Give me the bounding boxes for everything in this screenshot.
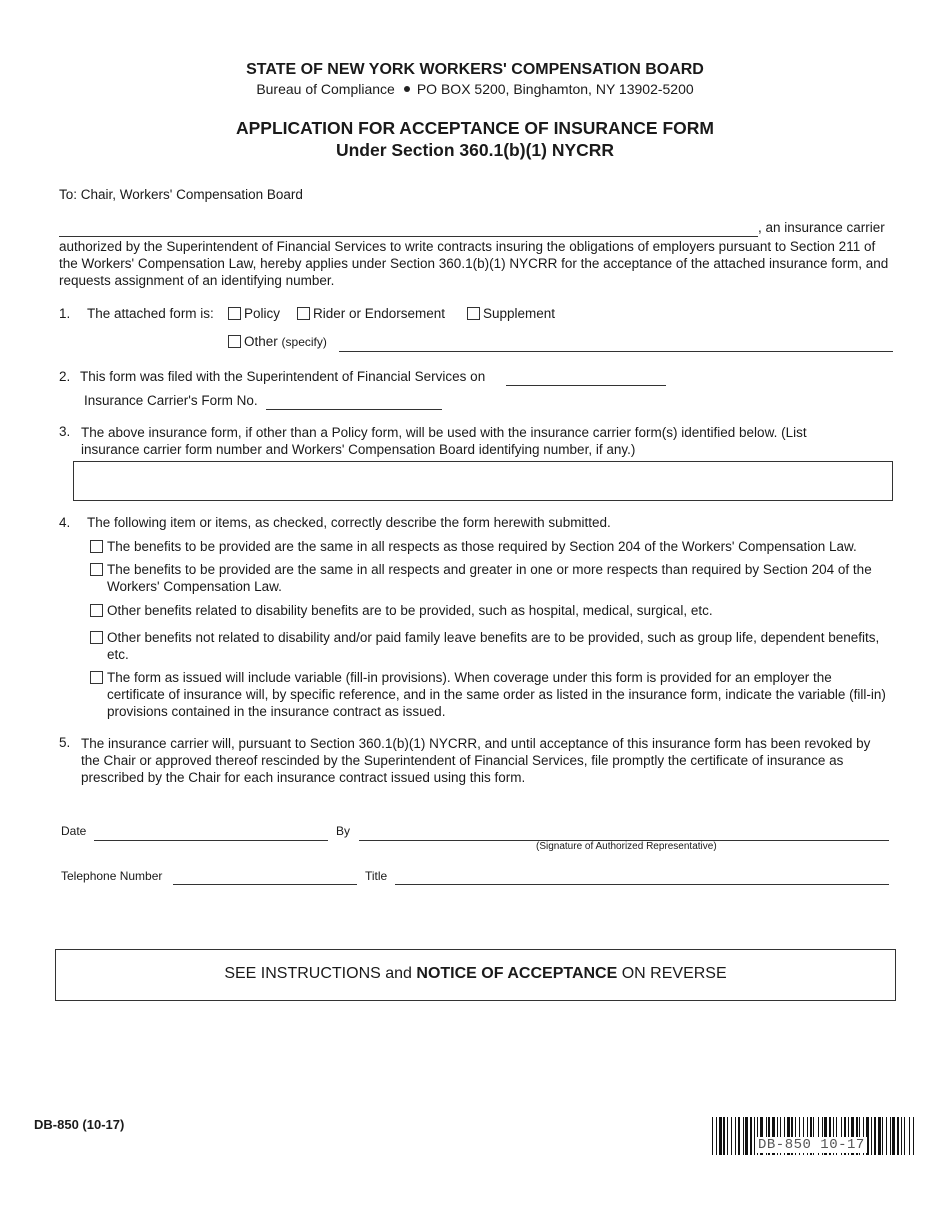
benefit-checkbox[interactable]	[90, 671, 103, 684]
form-id: DB-850 (10-17)	[34, 1117, 125, 1132]
barcode	[712, 1117, 914, 1155]
title-label: Title	[365, 869, 388, 883]
option-policy[interactable]	[228, 306, 280, 321]
option-supplement[interactable]	[467, 306, 555, 321]
filing-date-field[interactable]	[506, 385, 666, 386]
form-subtitle: Under Section 360.1(b)(1) NYCRR	[335, 140, 615, 160]
form-title: APPLICATION FOR ACCEPTANCE OF INSURANCE FORM	[235, 118, 714, 138]
supplement-checkbox[interactable]	[467, 307, 480, 320]
section2-number: 2.	[59, 369, 71, 384]
agency-name: STATE OF NEW YORK WORKERS' COMPENSATION BOARD	[246, 61, 704, 78]
notice-suffix: ON REVERSE	[621, 965, 727, 982]
benefit-text: The form as issued will include variable (fill-in provisions). When coverage under this form is provided for an employer the certificate of insurance will, by specific reference, and in the same order as listed in the insurance form, indicate the variable (fill-in) provisions contained in the insurance contract as issued.	[107, 670, 886, 719]
benefit-option[interactable]	[90, 561, 890, 595]
carrier-name-field[interactable]	[59, 236, 758, 237]
section5-text: The insurance carrier will, pursuant to Section 360.1(b)(1) NYCRR, and until acceptance of this insurance form has been revoked by the Chair or approved thereof rescinded by the Superintendent of Financial Services, file promptly the certificate of insurance as prescribed by the Chair for each insurance contract issued using this form.	[81, 736, 871, 785]
policy-label: Policy	[244, 306, 281, 321]
carrier-forms-box[interactable]	[73, 461, 893, 501]
benefit-checkbox[interactable]	[90, 540, 103, 553]
section4-number: 4.	[59, 515, 71, 530]
benefit-text: Other benefits not related to disability and/or paid family leave benefits are to be provided, such as group life, dependent benefits, etc.	[107, 630, 880, 662]
agency-address-line	[0, 81, 950, 97]
rider-label: Rider or Endorsement	[313, 306, 446, 321]
policy-checkbox[interactable]	[228, 307, 241, 320]
benefit-option[interactable]	[90, 629, 890, 663]
option-rider[interactable]	[297, 306, 445, 321]
supplement-label: Supplement	[483, 306, 556, 321]
benefit-text: The benefits to be provided are the same in all respects and greater in one or more respects than required by Section 204 of the Workers' Compensation Law.	[107, 562, 872, 594]
benefit-checkbox[interactable]	[90, 604, 103, 617]
benefit-checkbox[interactable]	[90, 631, 103, 644]
section5-number: 5.	[59, 735, 71, 750]
form-no-field[interactable]	[266, 409, 442, 410]
phone-field[interactable]	[173, 884, 357, 885]
benefit-text: The benefits to be provided are the same in all respects as those required by Section 204 of the Workers' Compensation Law.	[107, 539, 857, 554]
barcode-text: DB-850 10-17	[758, 1137, 865, 1153]
date-label: Date	[61, 824, 87, 838]
benefit-option[interactable]	[90, 602, 890, 619]
option-other[interactable]	[228, 334, 327, 349]
other-checkbox[interactable]	[228, 335, 241, 348]
rider-checkbox[interactable]	[297, 307, 310, 320]
bureau-name: Bureau of Compliance	[256, 81, 395, 97]
section3-number: 3.	[59, 424, 71, 439]
salutation: To: Chair, Workers' Compensation Board	[59, 187, 303, 202]
intro-paragraph: authorized by the Superintendent of Financial Services to write contracts insuring the obligations of employers pursuant to Section 211 of the Workers' Compensation Law, hereby applies under Section 360.1(b)(1) NYCRR for the acceptance of the attached insurance form, and requests assignment of an identifying number.	[59, 239, 889, 288]
section1-number: 1.	[59, 306, 71, 321]
other-hint: (specify)	[281, 335, 327, 349]
benefit-option[interactable]	[90, 669, 890, 720]
section1-label: The attached form is:	[87, 306, 214, 321]
date-field[interactable]	[94, 840, 328, 841]
other-specify-field[interactable]	[339, 351, 893, 352]
phone-label: Telephone Number	[61, 869, 163, 883]
notice-box	[55, 949, 896, 1001]
signature-caption: (Signature of Authorized Representative)	[536, 841, 717, 852]
mailing-address: PO BOX 5200, Binghamton, NY 13902-5200	[416, 81, 694, 97]
benefit-text: Other benefits related to disability benefits are to be provided, such as hospital, medical, surgical, etc.	[107, 603, 713, 618]
benefit-option[interactable]	[90, 538, 890, 555]
section4-intro: The following item or items, as checked, correctly describe the form herewith submitted.	[87, 515, 611, 530]
bullet-icon	[404, 86, 410, 92]
section2-text: This form was filed with the Superintendent of Financial Services on	[80, 369, 486, 384]
notice-prefix: SEE INSTRUCTIONS and	[224, 965, 412, 982]
other-label: Other	[244, 334, 278, 349]
carrier-suffix: , an insurance carrier	[758, 220, 885, 235]
section3-text: The above insurance form, if other than a Policy form, will be used with the insurance carrier form(s) identified below. (List insurance carrier form number and Workers' Compensation Board identifying number, if any.)	[81, 425, 807, 457]
benefit-checkbox[interactable]	[90, 563, 103, 576]
form-no-label: Insurance Carrier's Form No.	[84, 393, 258, 408]
by-label: By	[336, 824, 351, 838]
notice-bold: NOTICE OF ACCEPTANCE	[416, 965, 618, 982]
title-field[interactable]	[395, 884, 889, 885]
